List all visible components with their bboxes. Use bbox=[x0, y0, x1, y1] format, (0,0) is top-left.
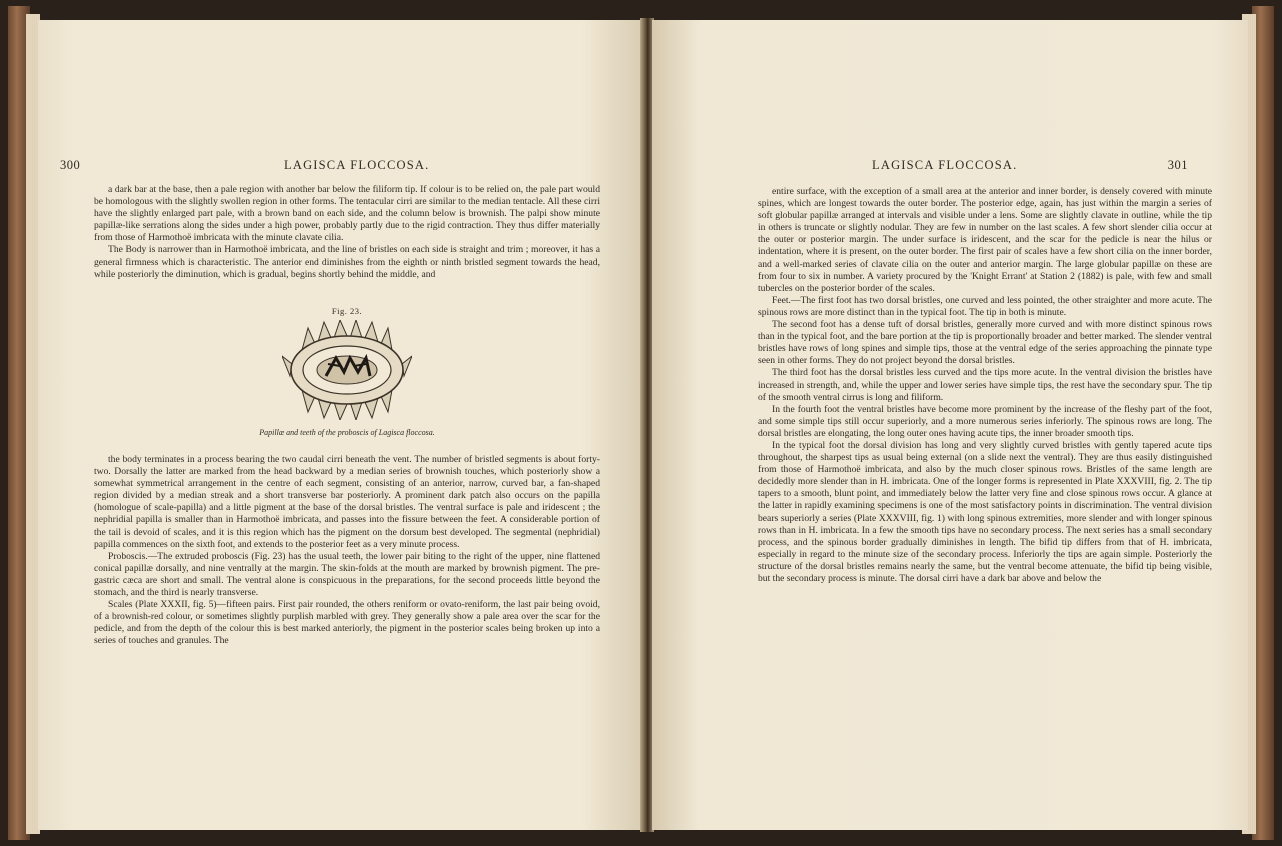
right-paragraph-3: The second foot has a dense tuft of dorsal bristles, generally more curved and with more distinct spinous rows than in the typical foot, and the bare portion at the tip is proportionally broader and better marked. The slender ventral bristles have rows of long spines and simple tips, those at the ventral edge of the series approaching the pinnate type seen in other forms. They do not project beyond the dorsal bristles. bbox=[758, 319, 1212, 367]
figure-label: Fig. 23. bbox=[331, 306, 363, 316]
figure-caption: Papillæ and teeth of the proboscis of Lagisca floccosa. bbox=[259, 428, 435, 437]
right-page-number: 301 bbox=[1167, 158, 1188, 172]
left-text-bottom bbox=[94, 454, 600, 648]
left-text-top bbox=[94, 184, 600, 281]
right-text bbox=[758, 186, 1212, 585]
left-page bbox=[38, 20, 642, 830]
left-running-title: LAGISCA FLOCCOSA. bbox=[284, 158, 430, 172]
right-paragraph-6: In the typical foot the dorsal division has long and very slightly curved bristles with gently tapered acute tips throughout, the sharpest tips as usual being external (on a slide next the ventral). They are thus easily distinguished from those of Harmothoë imbricata, and also by the much closer spinous rows. Bristles of the same length are decidedly more slender than in H. imbricata. One of the longer forms is represented in Plate XXXVIII, fig. 2. The tip tapers to a smooth, blunt point, and immediately below the latter very fine and close spinous rows occur. A glance at the latter in rapidly examining specimens is one of the most satisfactory points in discrimination. The ventral division bears superiorly a series (Plate XXXVIII, fig. 1) with long spinous extremities, more slender and with longer spinous rows than in H. imbricata. In a few the smooth tips have no secondary process. The next series has a small secondary process, and the spinous border gradually diminishes in length. The bifid tip differs from that of H. imbricata, especially in regard to the minute size of the secondary process. Inferiorly the tips are again simple. Posteriorly the structure of the dorsal bristles remains nearly the same, but the ventral become attenuate, the bifid tip being visible, but the secondary process is minute. The dorsal cirri have a dark bar above and below the bbox=[758, 439, 1212, 584]
left-paragraph-1: a dark bar at the base, then a pale region with another bar below the filiform tip. If colour is to be relied on, the pale part would be homologous with the slightly swollen region in other forms. The tentacular cirri are similar to the median tentacle. All these cirri have the slightly enlarged part pale, with a brown band on each side, and the column below is brownish. The palpi show minute papillæ-like serrations along the sides under a high power, probably partly due to the rigid contraction. They thus differ materially from those of Harmothoë imbricata with the minute clavate cilia. bbox=[94, 184, 600, 244]
right-paragraph-1: entire surface, with the exception of a small area at the anterior and inner border, is densely covered with minute spines, which are longest towards the outer border. The posterior edge, again, has just within the margin a series of soft globular papillæ arranged at intervals and visible under a lens. Some are slightly clavate in outline, while the tip in others is truncate or slightly nodular. They are few in number on the last scales. A few short slender cilia occur at the outer or posterior margin. The under surface is iridescent, and the scar for the pedicle is near the hilus or indentation, where it is present, on the outer border. The first pair of scales have a few short cilia on the inner border, and a well-marked series of clavate cilia on the outer and anterior margin. The large globular papillæ on these are from four to six in number. A variety procured by the 'Knight Errant' at Station 2 (1882) is pale, with few and small tubercles on the posterior border of the scales. bbox=[758, 186, 1212, 294]
left-paragraph-2: The Body is narrower than in Harmothoë imbricata, and the line of bristles on each side is straight and trim ; moreover, it has a general firmness which is characteristic. The anterior end diminishes from the eighth or ninth bristled segment towards the head, while posteriorly the diminution, which is gradual, begins shortly behind the middle, and bbox=[94, 244, 600, 280]
right-paragraph-4: The third foot has the dorsal bristles less curved and the tips more acute. In the ventral division the bristles have increased in strength, and, while the upper and lower series have simple tips, the rest have the secondary spur. The tip of the smooth ventral cirrus is long and filiform. bbox=[758, 367, 1212, 403]
left-paragraph-3: the body terminates in a process bearing the two caudal cirri beneath the vent. The number of bristled segments is about forty-two. Dorsally the latter are marked from the head backward by a median series of brownish touches, which posteriorly show a somewhat symmetrical arrangement in the centre of each segment, consisting of an anterior, narrow, curved bar, a fan-shaped region divided by a median streak and a short transverse bar posteriorly. A prominent dark patch also occurs on the papilla (homologue of scale-papilla) and a little pigment at the base of the dorsal bristles. The ventral surface is pale and iridescent ; the nephridial papilla is smaller than in Harmothoë imbricata, and passes into the fissure between the feet. A considerable portion of the tail is devoid of scales, and it is this region which has the pigment on the dorsum best developed. The segmental (nephridial) papilla commences on the sixth foot, and extends to the posterior feet as a very minute process. bbox=[94, 454, 600, 550]
right-paragraph-5: In the fourth foot the ventral bristles have become more prominent by the increase of the fleshy part of the foot, and some simple tips still occur superiorly, and a more numerous series inferiorly. The spinous rows are long. The dorsal bristles are elongating, the long outer ones having acute tips, the inner broader smooth tips. bbox=[758, 403, 1212, 439]
right-running-title: LAGISCA FLOCCOSA. bbox=[872, 158, 1018, 172]
right-page bbox=[652, 20, 1248, 830]
left-paragraph-4: Proboscis.—The extruded proboscis (Fig. 23) has the usual teeth, the lower pair biting to the right of the upper, nine flattened conical papillæ dorsally, and nine ventrally at the margin. The skin-folds at the mouth are marked by brownish pigment. The pre-gastric cæca are short and small. The ventral alone is conspicuous in the preparations, for the second proceeds little beyond the stomach, and the third is nearly transverse. bbox=[94, 550, 600, 599]
right-paragraph-2: Feet.—The first foot has two dorsal bristles, one curved and less pointed, the other straighter and more acute. The spinous rows are more distinct than in the typical foot. The tip in both is minute. bbox=[758, 294, 1212, 318]
proboscis-illustration bbox=[282, 320, 412, 420]
figure-23 bbox=[94, 306, 600, 448]
left-paragraph-5: Scales (Plate XXXII, fig. 5)—fifteen pairs. First pair rounded, the others reniform or ovato-reniform, the last pair being ovoid, of a brownish-red colour, or sometimes slightly purplish marbled with grey. They generally show a pale area over the scar for the pedicle, and from the depth of the colour this is best marked anteriorly, the pigment in the posterior scales being broken up into a series of touches and granules. The bbox=[94, 599, 600, 647]
left-page-number: 300 bbox=[60, 158, 81, 172]
